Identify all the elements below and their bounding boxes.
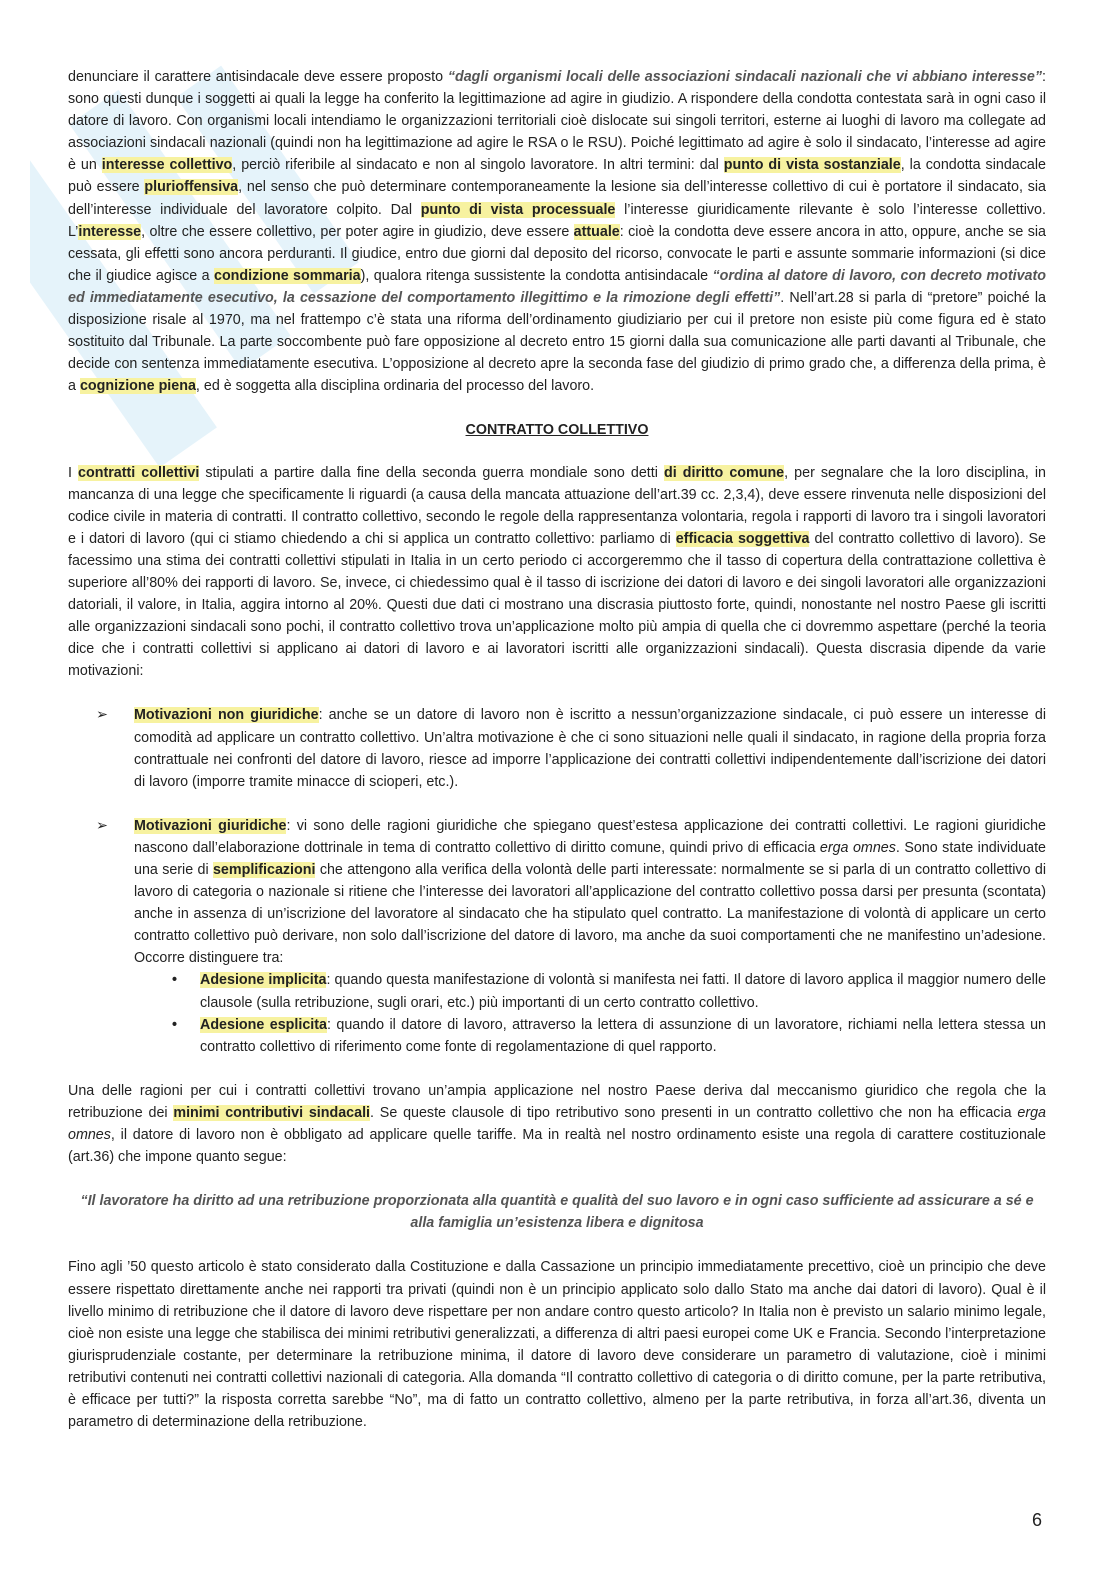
- keyword: condizione sommaria: [214, 267, 361, 284]
- keyword: minimi contributivi sindacali: [173, 1104, 371, 1121]
- keyword: interesse collettivo: [101, 157, 233, 174]
- list-item: ➢ Motivazioni non giuridiche: anche se un datore di lavoro non è iscritto a nessun’organizzazione sindacale, ci può essere un interesse di comodità ad applicare un contratto collettivo. Un’altra motivazione è che ci sono situazioni nelle quali il sindacato, in ragione della propria forza contrattuale nei confronti del datore di lavoro, riesce ad imporre l’applicazione dei contratti collettivi indipendentemente dall’iscrizione dei datori di lavoro (imporre tramite minacce di scioperi, etc.).: [134, 704, 1046, 792]
- paragraph-art36: Fino agli ’50 questo articolo è stato considerato dalla Costituzione e dalla Cassazione un principio immediatamente precettivo, cioè un principio che deve essere rispettato direttamente anche nei rapporti tra privati (quindi non è un principio applicato solo dallo Stato ma anche dai datori di lavoro). Qual è il livello minimo di retribuzione che il datore di lavoro deve rispettare per non andare contro questo articolo? In Italia non è previsto un salario minimo legale, cioè non esiste una legge che stabilisca dei minimi retributivi generalizzati, a differenza di altri paesi europei come UK e Francia. Secondo l’interpretazione giurisprudenziale costante, per determinare la retribuzione minima, il datore di lavoro deve considerare un parametro di valutazione, cioè i minimi retributivi contenuti nei contratti collettivi nazionali di categoria. Alla domanda “Il contratto collettivo di categoria o di diritto comune, per la parte retributiva, è efficace per tutti?” la risposta corretta sarebbe “No”, ma di fatto un contratto collettivo, almeno per la parte retributiva, in forza all’art.36, diventa un parametro di determinazione della retribuzione.: [68, 1259, 1046, 1431]
- keyword: contratti collettivi: [78, 464, 200, 481]
- keyword: di diritto comune: [663, 464, 785, 481]
- keyword: Motivazioni non giuridiche: [134, 707, 319, 724]
- keyword: punto di vista sostanziale: [723, 157, 901, 174]
- paragraph-contratti: I contratti collettivi stipulati a partire dalla fine della seconda guerra mondiale sono detti di diritto comune, per segnalare che la loro disciplina, in mancanza di una legge che specificamente li riguardi (a causa della mancata attuazione dell’art.39 cc. 2,3,4), deve essere rinvenuta nelle disposizioni del codice civile in materia di contratti. Il contratto collettivo, secondo le regole della rappresentanza volontaria, regola i rapporti di lavoro tra i singoli lavoratori e i datori di lavoro (qui ci stiamo chiedendo a chi si applica un contratto collettivo: parliamo di efficacia soggettiva del contratto collettivo di lavoro). Se facessimo una stima dei contratti collettivi stipulati in Italia in un certo periodo ci accorgeremmo che il tasso di copertura della contrattazione collettiva è superiore all’80% dei rapporti di lavoro. Se, invece, ci chiedessimo qual è il tasso di iscrizione dei datori di lavoro e dei singoli lavoratori alle organizzazioni datoriali, il valore, in Italia, aggira intorno al 20%. Questi due dati ci mostrano una discrasia piuttosto forte, quindi, nonostante nel nostro Paese gli iscritti alle organizzazioni sindacali sono pochi, il contratto collettivo trova un’applicazione molto più ampia di quella che ci dovremmo aspettare (perché la teoria dice che i contratti collettivi si applicano ai datori di lavoro e ai lavoratori iscritti alle organizzazioni sindacali). Questa discrasia dipende da varie motivazioni:: [68, 464, 1046, 680]
- list-item: • Adesione implicita: quando questa manifestazione di volontà si manifesta nei fatti. Il datore di lavoro applica il maggior numero delle clausole (sulla retribuzione, sugli orari, etc.) più importanti di un certo contratto collettivo.: [200, 969, 1046, 1013]
- keyword: Adesione implicita: [200, 972, 327, 989]
- keyword: punto di vista processuale: [420, 201, 616, 218]
- quote-organismi: “dagli organismi locali delle associazioni sindacali nazionali che vi abbiano interesse”: [447, 69, 1042, 85]
- document-page: [68, 66, 1046, 1455]
- adesione-list: [134, 969, 1046, 1057]
- keyword: attuale: [573, 223, 620, 240]
- list-item: ➢ Motivazioni giuridiche: vi sono delle ragioni giuridiche che spiegano quest’estesa applicazione dei contratti collettivi. Le ragioni giuridiche nascono dall’elaborazione dottrinale in tema di contratto collettivo di diritto comune, quindi privo di efficacia erga omnes. Sono state individuate una serie di semplificazioni che attengono alla verifica della volontà delle parti interessate: normalmente se si parla di un contratto collettivo di lavoro di categoria o nazionale si ritiene che l’interesse dei lavoratori all’applicazione del contratto collettivo possa darsi per presunta (scontata) anche in assenza di un’iscrizione del lavoratore al sindacato che ha stipulato quel contratto. La manifestazione di volontà di applicare un certo contratto collettivo può derivare, non solo dall’iscrizione del datore di lavoro, ma anche da suoi comportamenti che ne manifestino un’adesione. Occorre distinguere tra: • Adesione implicita: quando questa manifestazione di volontà si manifesta nei fatti. Il datore di lavoro applica il maggior numero delle clausole (sulla retribuzione, sugli orari, etc.) più importanti di un certo contratto collettivo. • Adesione esplicita: quando il datore di lavoro, attraverso la lettera di assunzione di un lavoratore, richiami nella lettera stessa un contratto collettivo di riferimento come fonte di regolamentazione di quel rapporto.: [134, 815, 1046, 1058]
- keyword: Adesione esplicita: [200, 1016, 327, 1033]
- paragraph-antisindacale: denunciare il carattere antisindacale deve essere proposto “dagli organismi locali delle associazioni sindacali nazionali che vi abbiano interesse”: sono questi dunque i soggetti ai quali la legge ha conferito la legittimazione ad agire in giudizio. A rispondere della condotta contestata sarà in ogni caso il datore di lavoro. Con organismi locali intendiamo le organizzazioni territoriali cioè dislocate sui singoli territori, esterne ai luoghi di lavoro ma collegate ad associazioni sindacali nazionali (quindi non ha legittimazione ad agire le RSA o le RSU). Poiché legittimato ad agire è solo il sindacato, l’interesse ad agire è un interesse collettivo, perciò riferibile al sindacato e non al singolo lavoratore. In altri termini: dal punto di vista sostanziale, la condotta sindacale può essere plurioffensiva, nel senso che può determinare contemporaneamente la lesione sia dell’interesse collettivo di cui è portatore il sindacato, sia dell’interesse individuale del lavoratore colpito. Dal punto di vista processuale l’interesse giuridicamente rilevante è solo l’interesse collettivo. L’interesse, oltre che essere collettivo, per poter agire in giudizio, deve essere attuale: cioè la condotta deve essere ancora in atto, oppure, anche se sia cessata, gli effetti sono ancora perduranti. Il giudice, entro due giorni dal deposito del ricorso, convocate le parti e assunte sommarie informazioni (si dice che il giudice agisce a condizione sommaria), qualora ritenga sussistente la condotta antisindacale “ordina al datore di lavoro, con decreto motivato ed immediatamente esecutivo, la cessazione del comportamento illegittimo e la rimozione degli effetti”. Nell’art.28 si parla di “pretore” poiché la disposizione risale al 1970, ma nel frattempo c’è stata una riforma dell’ordinamento giudiziario per cui il pretore non esiste più come figura ed è stato sostituito dal Tribunale. La parte soccombente può fare opposizione al decreto entro 15 giorni dalla sua comunicazione alle parti davanti al Tribunale, che decide con sentenza immediatamente esecutiva. L’opposizione al decreto apre la seconda fase del giudizio di primo grado che, a differenza della prima, è a cognizione piena, ed è soggetta alla disciplina ordinaria del processo del lavoro.: [68, 69, 1046, 395]
- paragraph-retribuzione: Una delle ragioni per cui i contratti collettivi trovano un’ampia applicazione nel nostro Paese deriva dal meccanismo giuridico che regola che la retribuzione dei minimi contributivi sindacali. Se queste clausole di tipo retributivo sono presenti in un contratto collettivo che non ha efficacia erga omnes, il datore di lavoro non è obbligato ad applicare quelle tariffe. Ma in realtà nel nostro ordinamento esiste una regola di carattere costituzionale (art.36) che impone quanto segue:: [68, 1082, 1046, 1166]
- keyword: semplificazioni: [212, 862, 316, 878]
- keyword: plurioffensiva: [144, 179, 239, 196]
- list-item: • Adesione esplicita: quando il datore di lavoro, attraverso la lettera di assunzione di un lavoratore, richiami nella lettera stessa un contratto collettivo di riferimento come fonte di regolamentazione di quel rapporto.: [200, 1014, 1046, 1058]
- keyword: cognizione piena: [79, 378, 196, 395]
- section-heading: CONTRATTO COLLETTIVO: [465, 422, 649, 439]
- keyword: Motivazioni giuridiche: [134, 817, 287, 834]
- motivazioni-list: [68, 704, 1046, 1057]
- quote-ordina: “ordina al datore di lavoro, con decreto motivato ed immediatamente esecutivo, la cessazione del comportamento illegittimo e la rimozione degli effetti”: [68, 267, 1046, 306]
- keyword: interesse: [78, 223, 142, 240]
- page-number: 6: [1031, 1510, 1042, 1530]
- article-36-quote: “Il lavoratore ha diritto ad una retribuzione proporzionata alla quantità e qualità del suo lavoro e in ogni caso sufficiente ad assicurare a sé e alla famiglia un’esistenza libera e dignitosa: [80, 1193, 1034, 1232]
- keyword: efficacia soggettiva: [675, 530, 810, 547]
